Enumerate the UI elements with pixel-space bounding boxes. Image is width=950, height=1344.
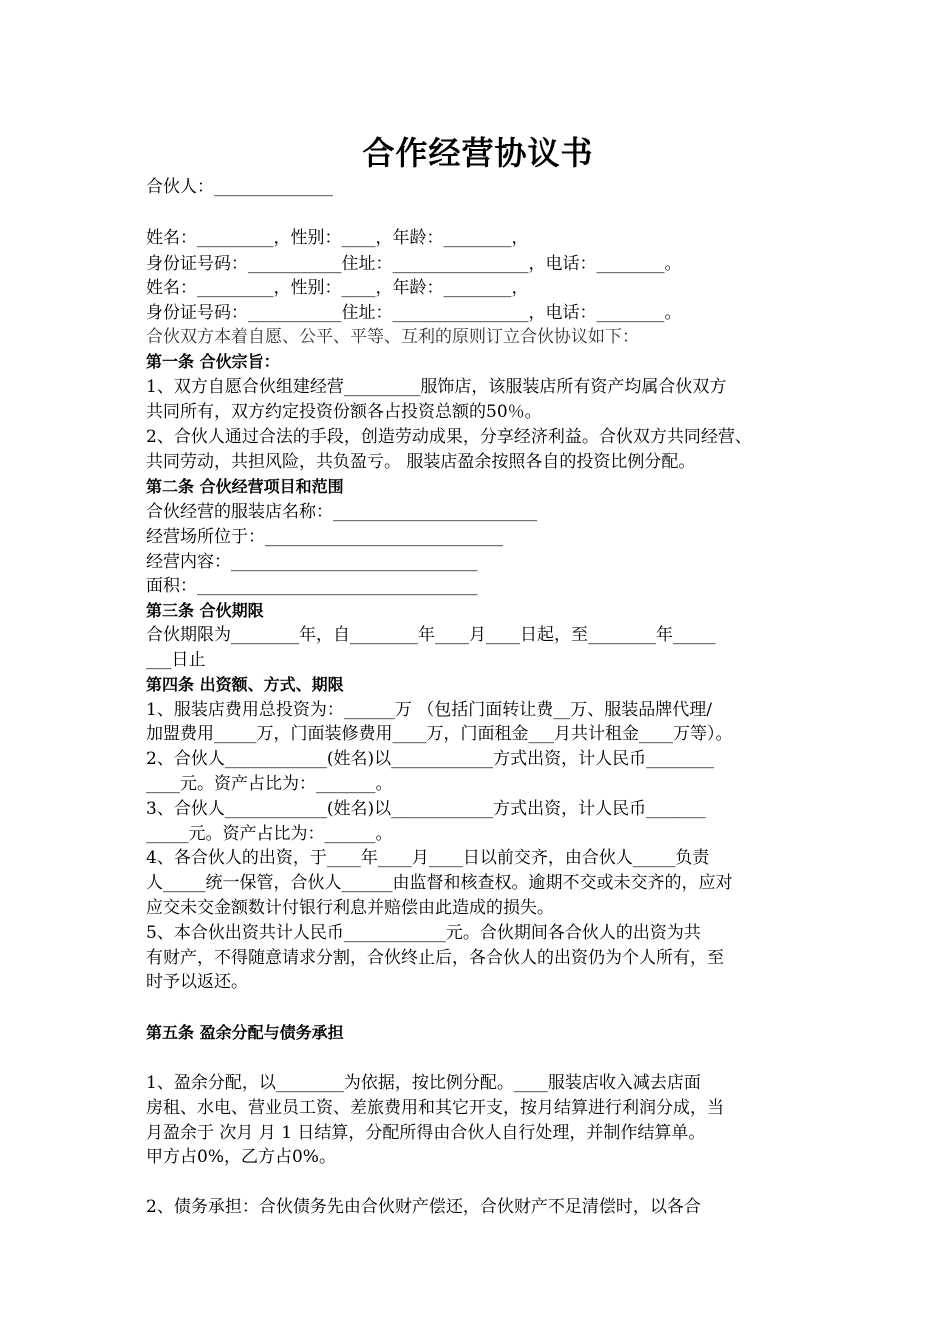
article-4-text: 应交未交金额数计付银行利息并赔偿由此造成的损失。 [146,898,554,918]
article-4-text: 4、各合伙人的出资，于____年____月____日以前交齐，由合伙人_____负责 [146,848,710,868]
article-4-heading: 第四条 出资额、方式、期限 [146,675,344,694]
article-5-text: 1、盈余分配，以________为依据，按比例分配。____服装店收入减去店面 [146,1073,701,1093]
partner2-id-line: 身份证号码：___________住址：________________，电话：________。 [146,303,682,323]
article-4-text: 时予以返还。 [146,972,248,992]
article-4-text: 2、合伙人____________(姓名)以____________方式出资，计人民币________ [146,749,715,769]
article-2-text: 经营内容：_____________________________ [146,552,478,572]
article-2-text: 合伙经营的服装店名称：________________________ [146,502,537,522]
partner1-id-line: 身份证号码：___________住址：________________，电话：________。 [146,254,682,274]
article-4-text: ____元。资产占比为：_______。 [146,774,393,794]
article-4-text: 有财产，不得随意请求分割，合伙终止后，各合伙人的出资仍为个人所有，至 [146,948,724,968]
article-3-text: 合伙期限为________年，自________年____月____日起，至________年_____ [146,625,716,645]
article-1-text: 共同所有，双方约定投资份额各占投资总额的50％。 [146,402,542,422]
article-1-text: 2、合伙人通过合法的手段，创造劳动成果，分享经济利益。合伙双方共同经营、 [146,427,752,447]
article-3-heading: 第三条 合伙期限 [146,601,264,620]
article-4-text: 5、本合伙出资共计人民币____________元。合伙期间各合伙人的出资为共 [146,923,701,943]
article-5-text: 房租、水电、营业员工资、差旅费用和其它开支，按月结算进行利润分成，当 [146,1098,724,1118]
article-4-text: 人_____统一保管，合伙人______由监督和核查权。逾期不交或未交齐的，应对 [146,873,733,893]
partner2-name-line: 姓名：_________，性别：____，年龄：________， [146,278,529,298]
article-2-text: 经营场所位于：____________________________ [146,527,503,547]
article-4-text: 加盟费用_____万，门面装修费用____万，门面租金___月共计租金____万等）。 [146,724,733,744]
article-3-text: ___日止 [146,650,206,670]
article-5-text: 甲方占0%，乙方占0%。 [146,1147,336,1167]
article-5-heading: 第五条 盈余分配与债务承担 [146,1023,344,1042]
article-5-text: 月盈余于 次月 月 1 日结算，分配所得由合伙人自行处理，并制作结算单。 [146,1123,706,1143]
article-4-text: _____元。资产占比为：______。 [146,824,393,844]
article-4-text: 3、合伙人____________(姓名)以____________方式出资，计人民币_______ [146,799,706,819]
article-2-text: 面积：_________________________________ [146,576,478,596]
article-2-heading: 第二条 合伙经营项目和范围 [146,477,344,496]
article-1-text: 共同劳动，共担风险，共负盈亏。 服装店盈余按照各自的投资比例分配。 [146,452,696,472]
page-title: 合作经营协议书 [362,134,594,172]
preamble-line: 合伙双方本着自愿、公平、平等、互利的原则订立合伙协议如下： [146,327,639,347]
article-1-text: 1、双方自愿合伙组建经营_________服饰店，该服装店所有资产均属合伙双方 [146,377,727,397]
partner1-name-line: 姓名：_________，性别：____，年龄：________， [146,228,529,248]
article-4-text: 1、服装店费用总投资为：______万 （包括门面转让费__万、服装品牌代理/ [146,700,712,720]
partner-line: 合伙人：______________ [146,177,333,197]
article-5-text: 2、债务承担：合伙债务先由合伙财产偿还，合伙财产不足清偿时，以各合 [146,1197,701,1217]
article-1-heading: 第一条 合伙宗旨： [146,352,280,371]
